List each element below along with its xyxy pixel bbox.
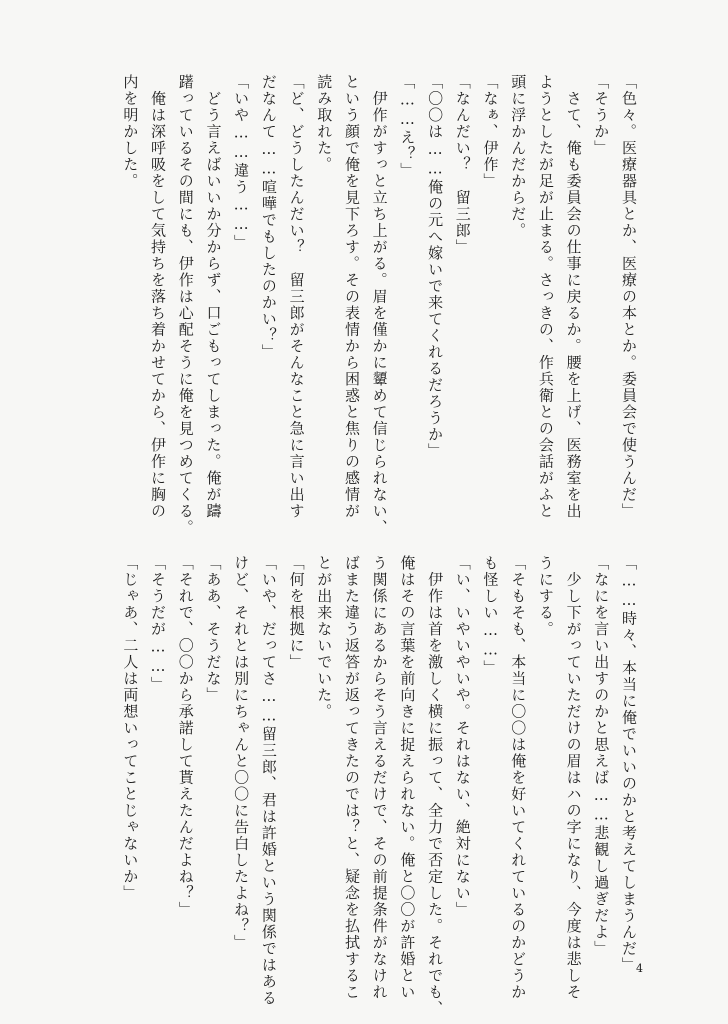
text-line: ようとしたが足が止まる。さっきの、作兵衛との会話がふと — [536, 74, 555, 520]
text-line: どう言えばいいか分からず、口ごもってしまった。俺が躊 — [204, 74, 223, 520]
text-line: ばまた違う返答が返ってきたのでは？と、疑念を払拭するこ — [342, 555, 361, 1001]
text-line: 俺は深呼吸をして気持ちを落ち着かせてから、伊作に胸の — [149, 74, 168, 520]
text-line: という顔で俺を見下ろす。その表情から困惑と焦りの感情が — [342, 74, 361, 520]
text-line: 躇っているその間にも、伊作は心配そうに俺を見つめてくる。 — [176, 74, 195, 536]
text-line: 伊作は首を激しく横に振って、全力で否定した。それでも、 — [426, 555, 445, 1017]
text-line: うにする。 — [536, 555, 555, 638]
text-line: 「なぁ、伊作」 — [481, 74, 500, 190]
text-line: 「いや……違う……」 — [232, 74, 251, 251]
text-block-upper — [116, 74, 642, 536]
text-line: 「何を根拠に」 — [287, 555, 306, 671]
text-line: 内を明かした。 — [121, 74, 140, 190]
text-line: さて、俺も委員会の仕事に戻るか。腰を上げ、医務室を出 — [564, 74, 583, 520]
text-line: とが出来ないでいた。 — [315, 555, 334, 720]
text-line: 頭に浮かんだからだ。 — [509, 74, 528, 239]
text-line: 「なにを言い出すのかと思えば……悲観し過ぎだよ」 — [592, 555, 611, 957]
text-line: 「いや、だってさ……留三郎、君は許婚という関係ではある — [259, 555, 278, 1007]
text-line: 「それで、〇〇から承諾して貰えたんだよね？」 — [176, 555, 195, 918]
text-line: 少し下がっていただけの眉はハの字になり、今度は悲しそ — [564, 555, 583, 1001]
text-line: う関係にあるからそう言えるだけで、その前提条件がなけれ — [370, 555, 389, 1001]
page-number: 4 — [636, 962, 643, 975]
text-line: 「……時々、本当に俺でいいのかと考えてしまうんだ」 — [620, 555, 638, 974]
text-line: 「……え？」 — [398, 74, 417, 179]
text-line: 読み取れた。 — [315, 74, 334, 173]
text-line: 「ああ、そうだな」 — [204, 555, 223, 704]
text-line: けど、それとは別にちゃんと〇〇に告白したよね？」 — [232, 555, 251, 951]
text-line: 「い、いやいやいや。それはない、絶対にない」 — [453, 555, 472, 918]
text-line: 「そうだが……」 — [149, 555, 168, 693]
text-line: 「なんだい？ 留三郎」 — [453, 74, 472, 256]
text-block-lower — [116, 555, 642, 1017]
text-line: だなんて……喧嘩でもしたのかい？」 — [259, 74, 278, 361]
text-line: 「色々。医療器具とか、医療の本とか。委員会で使うんだ」 — [620, 74, 638, 520]
text-line: 「そもそも、本当に〇〇は俺を好いてくれているのかどうか — [509, 555, 528, 1001]
text-line: 「そうか」 — [592, 74, 611, 157]
text-line: 俺はその言葉を前向きに捉えられない。俺と〇〇が許婚とい — [398, 555, 417, 1001]
text-line: 「ど、どうしたんだい？ 留三郎がそんなこと急に言い出す — [287, 74, 306, 520]
text-line: も怪しい……」 — [481, 555, 500, 677]
text-line: 「〇〇は……俺の元へ嫁いで来てくれるだろうか」 — [426, 74, 445, 460]
text-line: 伊作がすっと立ち上がる。眉を僅かに顰めて信じられない、 — [370, 74, 389, 536]
text-line: 「じゃあ、二人は両想いってことじゃないか」 — [121, 555, 140, 902]
